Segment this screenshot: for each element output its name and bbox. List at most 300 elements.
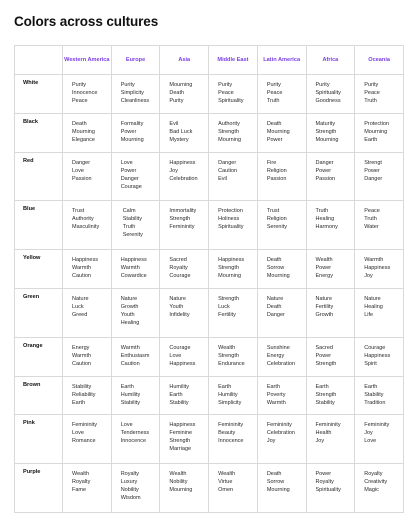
cell-term: Fertility <box>315 303 334 310</box>
table-cell <box>306 376 355 415</box>
colors-table <box>14 45 404 513</box>
cell-term: Danger <box>364 175 383 182</box>
table-cell <box>111 250 160 289</box>
cell-term: Celebration <box>169 175 198 182</box>
cell-term: Strength <box>315 360 337 367</box>
cell-term: Growth <box>120 303 139 310</box>
cell-term: Truth <box>364 98 377 104</box>
row-label: Blue <box>15 201 63 250</box>
table-cell <box>306 75 355 114</box>
cell-term: Health <box>315 430 332 437</box>
table-cell <box>63 75 112 114</box>
cell-term: Energy <box>266 352 285 359</box>
table-cell <box>306 152 355 201</box>
table-cell <box>63 337 112 376</box>
table-cell <box>63 288 112 337</box>
table-cell <box>209 464 258 513</box>
cell-term: Humility <box>120 391 141 398</box>
table-row <box>15 201 404 250</box>
cell-term: Innocence <box>218 438 244 445</box>
table-cell <box>355 250 404 289</box>
cell-term: Courage <box>169 273 191 280</box>
row-label: Purple <box>15 464 63 513</box>
table-cell <box>257 201 306 250</box>
cell-term: Happiness <box>364 265 391 272</box>
cell-term: Serenity <box>266 224 287 231</box>
cell-term: Stability <box>120 399 140 406</box>
cell-term: Strength <box>169 438 191 445</box>
cell-term: Trust <box>266 208 280 215</box>
cell-term: Joy <box>364 430 373 437</box>
table-cell <box>160 415 209 464</box>
cell-term: Caution <box>72 273 91 280</box>
cell-term: Warmth <box>364 257 384 264</box>
row-label: Orange <box>15 337 63 376</box>
cell-term: Endurance <box>218 360 245 367</box>
cell-term: Romance <box>72 438 96 445</box>
cell-term: Protection <box>364 120 389 127</box>
cell-term: Stability <box>315 399 335 406</box>
cell-term: Joy <box>364 273 373 280</box>
cell-term: Earth <box>218 383 232 390</box>
cell-term: Caution <box>72 360 91 367</box>
cell-term: Celebration <box>266 430 295 437</box>
cell-term: Earth <box>120 383 134 390</box>
table-cell <box>257 376 306 415</box>
cell-term: Warmth <box>266 399 286 406</box>
table-cell <box>355 288 404 337</box>
cell-term: Warmth <box>120 344 140 351</box>
cell-term: Stability <box>364 391 384 398</box>
cell-term: Maturity <box>315 120 336 127</box>
cell-term: Youth <box>120 311 135 318</box>
cell-term: Femininity <box>169 224 195 231</box>
table-cell <box>160 201 209 250</box>
cell-term: Harmony <box>315 224 338 231</box>
table-row <box>15 376 404 415</box>
cell-term: Caution <box>120 360 140 367</box>
table-cell <box>160 75 209 114</box>
cell-term: Greed <box>72 311 88 318</box>
cell-term: Reliability <box>72 391 96 398</box>
cell-term: Nature <box>315 295 333 302</box>
cell-term: Tenderness <box>120 430 150 437</box>
cell-term: Joy <box>266 438 276 445</box>
cell-term: Spirituality <box>218 224 244 231</box>
table-cell <box>209 376 258 415</box>
cell-term: Peace <box>72 98 88 104</box>
cell-term: Passion <box>266 175 287 182</box>
table-cell <box>209 152 258 201</box>
cell-term: Mourning <box>218 136 242 143</box>
table-cell <box>111 201 160 250</box>
cell-term: Royalty <box>364 471 383 478</box>
cell-term: Trust <box>72 208 85 215</box>
row-label: White <box>15 75 63 114</box>
cell-term: Power <box>364 167 380 174</box>
cell-term: Mourning <box>169 487 193 494</box>
cell-term: Protection <box>218 208 243 215</box>
cell-term: Love <box>72 430 84 437</box>
cell-term: Happiness <box>169 159 196 166</box>
cell-term: Joy <box>169 167 178 174</box>
cell-term: Truth <box>122 224 136 231</box>
cell-term: Tradition <box>364 399 386 406</box>
cell-term: Virtue <box>218 479 233 486</box>
column-header: Oceania <box>355 46 404 75</box>
table-cell <box>209 113 258 152</box>
cell-term: Enthusiasm <box>120 352 150 359</box>
cell-term: Mourning <box>315 136 339 143</box>
table-cell <box>63 415 112 464</box>
table-cell <box>209 415 258 464</box>
cell-term: Purity <box>120 82 135 88</box>
cell-term: Mourning <box>266 128 290 135</box>
table-cell <box>209 337 258 376</box>
cell-term: Feminine <box>169 430 193 437</box>
cell-term: Mourning <box>266 273 290 280</box>
cell-term: Death <box>266 257 282 264</box>
cell-term: Peace <box>364 208 380 215</box>
cell-term: Religion <box>266 167 287 174</box>
cell-term: Royalty <box>315 479 334 486</box>
cell-term: Humility <box>218 391 238 398</box>
cell-term: Purity <box>315 82 330 88</box>
cell-term: Fertility <box>218 311 236 318</box>
cell-term: Strength <box>218 128 239 135</box>
table-cell <box>355 201 404 250</box>
cell-term: Nobility <box>169 479 188 486</box>
table-cell <box>111 464 160 513</box>
row-label: Red <box>15 152 63 201</box>
cell-term: Fame <box>72 487 87 494</box>
table-cell <box>355 415 404 464</box>
cell-term: Healing <box>364 303 383 310</box>
cell-term: Goodness <box>315 98 341 104</box>
cell-term: Wisdom <box>120 495 141 502</box>
cell-term: Healing <box>120 319 140 326</box>
cell-term: Innocence <box>120 438 147 445</box>
cell-term: Celebration <box>266 360 295 367</box>
cell-term: Innocence <box>72 90 98 96</box>
cell-term: Royalty <box>72 479 91 486</box>
table-row <box>15 337 404 376</box>
table-cell <box>306 464 355 513</box>
cell-term: Femininity <box>364 422 390 429</box>
row-label: Pink <box>15 415 63 464</box>
table-cell <box>306 415 355 464</box>
cell-term: Strength <box>169 216 191 223</box>
cell-term: Energy <box>315 273 333 280</box>
table-cell <box>111 152 160 201</box>
cell-term: Life <box>364 311 374 318</box>
cell-term: Mourning <box>266 487 290 494</box>
cell-term: Warmth <box>72 265 92 272</box>
cell-term: Nature <box>120 295 138 302</box>
table-cell <box>306 288 355 337</box>
table-cell <box>63 201 112 250</box>
cell-term: Strengt <box>364 159 382 166</box>
cell-term: Sacred <box>169 257 187 264</box>
table-cell <box>160 288 209 337</box>
cell-term: Love <box>364 438 377 445</box>
cell-term: Spirit <box>364 360 377 367</box>
header-corner <box>15 46 63 75</box>
cell-term: Purity <box>364 82 379 88</box>
cell-term: Strength <box>315 128 337 135</box>
table-cell <box>306 250 355 289</box>
column-header: Middle East <box>209 46 258 75</box>
table-row <box>15 75 404 114</box>
cell-term: Royalty <box>169 265 188 272</box>
cell-term: Danger <box>315 159 334 166</box>
cell-term: Luck <box>72 303 84 310</box>
header-row <box>15 46 404 75</box>
table-row <box>15 415 404 464</box>
cell-term: Wealth <box>72 471 90 478</box>
cell-term: Energy <box>72 344 90 351</box>
cell-term: Death <box>169 90 185 96</box>
cell-term: Masculinity <box>72 224 100 231</box>
table-cell <box>355 337 404 376</box>
cell-term: Danger <box>72 159 91 166</box>
cell-term: Evil <box>169 120 179 127</box>
cell-term: Wealth <box>169 471 187 478</box>
table-cell <box>160 152 209 201</box>
column-header: Latin America <box>257 46 306 75</box>
cell-term: Sorrow <box>266 265 285 272</box>
cell-term: Strength <box>218 265 239 272</box>
cell-term: Truth <box>315 208 329 215</box>
cell-term: Authority <box>218 120 240 127</box>
table-cell <box>111 337 160 376</box>
cell-term: Poverty <box>266 391 286 398</box>
cell-term: Femininity <box>315 422 341 429</box>
table-cell <box>63 376 112 415</box>
row-label: Green <box>15 288 63 337</box>
cell-term: Calm <box>122 208 136 215</box>
cell-term: Caution <box>218 167 238 174</box>
table-cell <box>209 75 258 114</box>
table-cell <box>111 113 160 152</box>
cell-term: Religion <box>266 216 287 223</box>
cell-term: Power <box>315 265 332 272</box>
table-cell <box>257 337 306 376</box>
cell-term: Mourning <box>72 128 95 135</box>
cell-term: Sunshine <box>266 344 290 351</box>
cell-term: Power <box>120 167 137 174</box>
table-cell <box>257 152 306 201</box>
table-cell <box>111 75 160 114</box>
table-cell <box>355 464 404 513</box>
cell-term: Happiness <box>218 257 245 264</box>
table-cell <box>63 464 112 513</box>
cell-term: Stability <box>72 383 92 390</box>
cell-term: Happiness <box>72 257 98 264</box>
table-row <box>15 288 404 337</box>
cell-term: Holiness <box>218 216 240 223</box>
cell-term: Healing <box>315 216 335 223</box>
cell-term: Luck <box>218 303 230 310</box>
cell-term: Femininity <box>266 422 292 429</box>
table-cell <box>355 75 404 114</box>
table-cell <box>306 113 355 152</box>
row-label: Brown <box>15 376 63 415</box>
cell-term: Purity <box>72 82 87 88</box>
cell-term: Femininity <box>72 422 98 429</box>
column-header: Africa <box>306 46 355 75</box>
cell-term: Formality <box>120 120 144 127</box>
cell-term: Nature <box>72 295 89 302</box>
cell-term: Mourning <box>169 82 193 88</box>
cell-term: Authority <box>72 216 94 223</box>
cell-term: Nature <box>169 295 186 302</box>
cell-term: Sorrow <box>266 479 285 486</box>
cell-term: Earth <box>169 391 183 398</box>
table-row <box>15 250 404 289</box>
cell-term: Evil <box>218 175 227 182</box>
cell-term: Youth <box>169 303 184 310</box>
cell-term: Wealth <box>218 471 236 478</box>
cell-term: Immortality <box>169 208 197 215</box>
cell-term: Mourning <box>364 128 388 135</box>
cell-term: Stability <box>122 216 142 223</box>
cell-term: Strength <box>218 295 239 302</box>
table-cell <box>257 464 306 513</box>
table-cell <box>209 288 258 337</box>
cell-term: Strength <box>218 352 239 359</box>
cell-term: Danger <box>266 311 285 318</box>
cell-term: Femininity <box>218 422 244 429</box>
cell-term: Courage <box>169 344 191 351</box>
cell-term: Spirituality <box>315 487 341 494</box>
table-cell <box>355 376 404 415</box>
table-cell <box>111 288 160 337</box>
table-cell <box>160 113 209 152</box>
table-cell <box>209 250 258 289</box>
cell-term: Cowardice <box>120 273 147 280</box>
cell-term: Serenity <box>122 232 143 239</box>
cell-term: Earth <box>364 136 378 143</box>
column-header: Europe <box>111 46 160 75</box>
table-cell <box>160 250 209 289</box>
table-cell <box>111 415 160 464</box>
cell-term: Courage <box>364 344 386 351</box>
cell-term: Peace <box>364 90 380 96</box>
cell-term: Earth <box>364 383 378 390</box>
cell-term: Peace <box>266 90 283 96</box>
table-cell <box>306 201 355 250</box>
cell-term: Earth <box>315 383 329 390</box>
cell-term: Joy <box>315 438 325 445</box>
table-cell <box>355 152 404 201</box>
page-title: Colors across cultures <box>14 14 159 29</box>
cell-term: Love <box>169 352 182 359</box>
cell-term: Growth <box>315 311 334 318</box>
cell-term: Wealth <box>315 257 333 264</box>
cell-term: Earth <box>72 399 86 406</box>
cell-term: Stability <box>169 399 189 406</box>
cell-term: Bad Luck <box>169 128 193 135</box>
table-row <box>15 152 404 201</box>
table-row <box>15 113 404 152</box>
cell-term: Power <box>315 352 332 359</box>
cell-term: Cleanliness <box>120 98 150 104</box>
cell-term: Purity <box>266 82 281 88</box>
cell-term: Power <box>315 167 332 174</box>
cell-term: Purity <box>218 82 233 88</box>
cell-term: Infidelity <box>169 311 190 318</box>
cell-term: Sacred <box>315 344 333 351</box>
cell-term: Wealth <box>218 344 236 351</box>
cell-term: Spirituality <box>315 90 341 96</box>
cell-term: Mourning <box>120 136 144 143</box>
cell-term: Simplicity <box>120 90 144 96</box>
cell-term: Omen <box>218 487 234 494</box>
cell-term: Nature <box>266 295 284 302</box>
cell-term: Humility <box>169 383 189 390</box>
table-cell <box>160 464 209 513</box>
cell-term: Magic <box>364 487 379 494</box>
table-cell <box>355 113 404 152</box>
cell-term: Nature <box>364 295 381 302</box>
cell-term: Truth <box>364 216 377 223</box>
cell-term: Nobility <box>120 487 139 494</box>
table-cell <box>160 337 209 376</box>
table-row <box>15 464 404 513</box>
cell-term: Earth <box>266 383 280 390</box>
cell-term: Strength <box>315 391 337 398</box>
column-header: Western America <box>63 46 112 75</box>
cell-term: Water <box>364 224 379 231</box>
table-cell <box>209 201 258 250</box>
cell-term: Death <box>266 120 282 127</box>
cell-term: Elegance <box>72 136 95 143</box>
table-cell <box>111 376 160 415</box>
cell-term: Royalty <box>120 471 140 478</box>
cell-term: Marriage <box>169 446 192 453</box>
cell-term: Warmth <box>120 265 140 272</box>
cell-term: Truth <box>266 98 280 104</box>
table-cell <box>257 415 306 464</box>
cell-term: Love <box>120 159 133 166</box>
cell-term: Mystery <box>169 136 189 143</box>
cell-term: Passion <box>72 175 92 182</box>
table-cell <box>257 250 306 289</box>
cell-term: Power <box>315 471 332 478</box>
cell-term: Luxury <box>120 479 138 486</box>
cell-term: Love <box>120 422 133 429</box>
table-cell <box>63 250 112 289</box>
row-label: Black <box>15 113 63 152</box>
cell-term: Beauty <box>218 430 236 437</box>
cell-term: Peace <box>218 90 234 96</box>
table-cell <box>306 337 355 376</box>
table-cell <box>257 113 306 152</box>
cell-term: Passion <box>315 175 336 182</box>
cell-term: Warmth <box>72 352 92 359</box>
cell-term: Mourning <box>218 273 242 280</box>
cell-term: Death <box>266 303 282 310</box>
cell-term: Death <box>72 120 87 127</box>
cell-term: Danger <box>218 159 237 166</box>
cell-term: Danger <box>120 175 139 182</box>
cell-term: Happiness <box>169 422 196 429</box>
cell-term: Purity <box>169 98 184 104</box>
row-label: Yellow <box>15 250 63 289</box>
cell-term: Power <box>120 128 137 135</box>
cell-term: Death <box>266 471 282 478</box>
